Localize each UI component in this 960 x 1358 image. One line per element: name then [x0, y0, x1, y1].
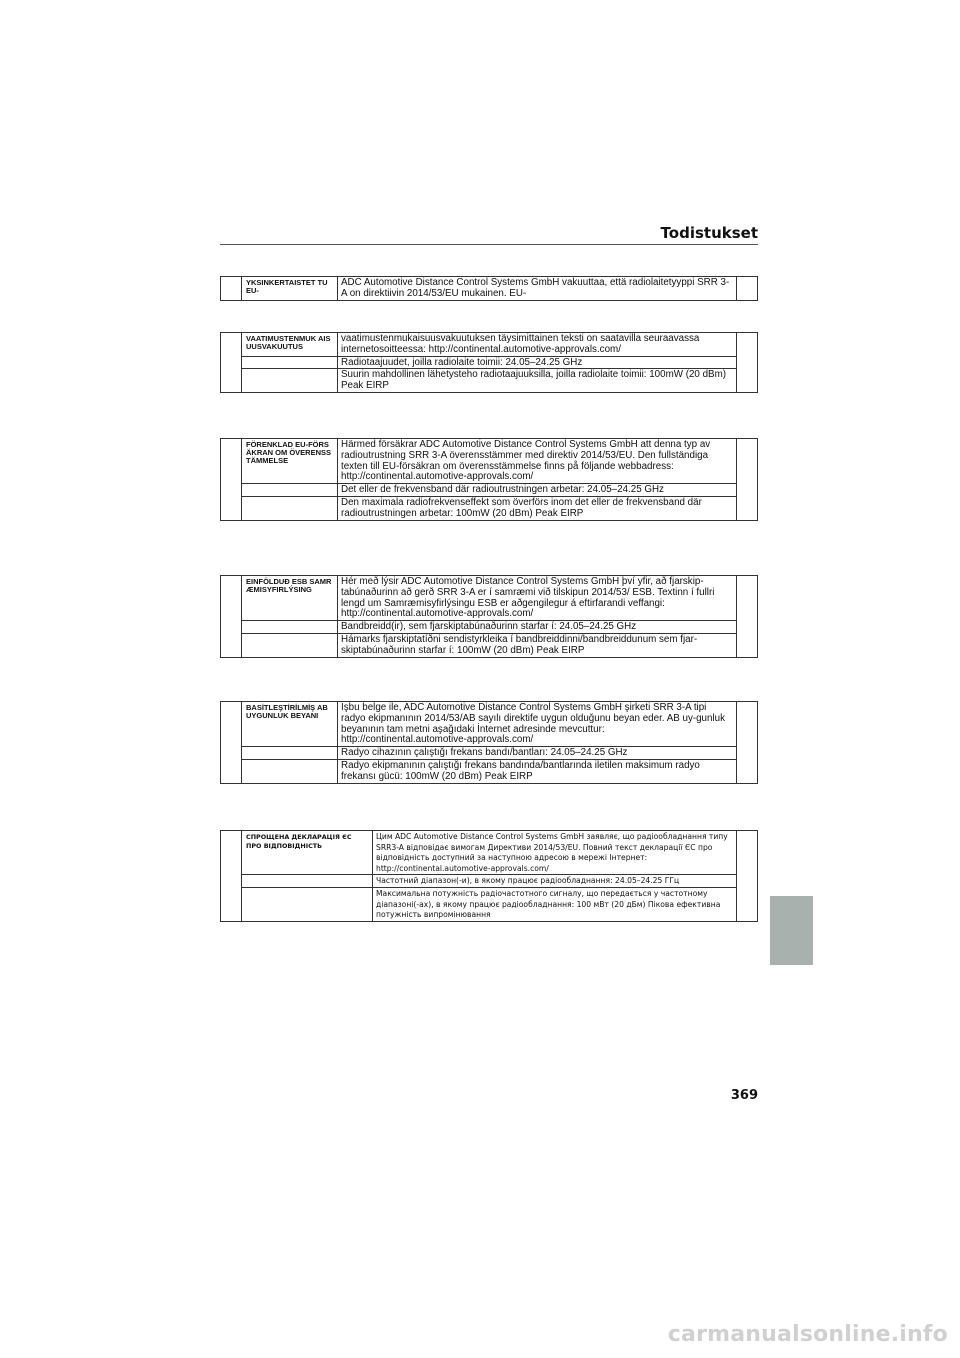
table-row	[221, 439, 758, 484]
declaration-text-cell	[338, 702, 737, 747]
table-row	[221, 702, 758, 747]
empty-cell	[737, 576, 758, 658]
empty-cell	[242, 633, 338, 657]
empty-cell	[221, 576, 242, 658]
declaration-table-fi-simplified	[220, 276, 758, 301]
table-row	[221, 496, 758, 520]
declaration-text-cell	[338, 576, 737, 621]
empty-cell	[737, 277, 758, 301]
declaration-text: Hér með lýsir ADC Automotive Distance Control Systems GmbH því yfir, að fjarskip-tabúnaðurinn að gerð SRR 3-A er í samræmi við tilskipun 2014/53/ ESB. Textinn í fullri lengd um Samræmisyfirlýsingu ESB er aðgengilegur á eftirfarandi veffangi: http://continental.automotive-approvals.com/	[341, 576, 715, 620]
frequency-cell	[338, 621, 737, 634]
power-cell	[373, 887, 737, 921]
table-row	[221, 621, 758, 634]
table-row	[221, 484, 758, 497]
table-row	[221, 875, 758, 888]
declaration-label: СПРОЩЕНА ДЕКЛАРАЦІЯ ЄС ПРО ВІДПОВІДНІСТЬ	[246, 833, 352, 850]
declaration-text-cell	[373, 831, 737, 875]
power-cell	[338, 369, 737, 393]
declaration-text: Цим ADC Automotive Distance Control Systems GmbH заявляє, що радіообладнання типу SRR3-A відповідає вимогам Директиви 2014/53/EU. Повний текст декларації ЄС про відповідність доступний за наступною адресою в мережі Інтернет: http://continental.automotive-approvals.com/	[376, 832, 728, 873]
declaration-label-cell	[242, 576, 338, 621]
declaration-text: ADC Automotive Distance Control Systems GmbH vakuuttaa, että radiolaitetyyppi SRR 3-A on direktiivin 2014/53/EU mukainen. EU-	[341, 277, 730, 299]
declaration-label: FÖRENKLAD EU-FÖRSÄKRAN OM ÖVERENSSTÄMMELSE	[246, 440, 332, 466]
declaration-text-cell	[338, 333, 737, 357]
empty-cell	[221, 439, 242, 521]
frequency-text: Частотний діапазон(-и), в якому працює радіообладнання: 24.05–24.25 ГГц	[376, 876, 680, 886]
frequency-text: Det eller de frekvensband där radioutrustningen arbetar: 24.05–24.25 GHz	[341, 484, 664, 496]
empty-cell	[242, 887, 373, 921]
empty-cell	[221, 333, 242, 393]
declaration-label: BASİTLEŞTİRİLMİŞ AB UYGUNLUK BEYANI	[246, 703, 328, 721]
empty-cell	[242, 875, 373, 888]
empty-cell	[242, 369, 338, 393]
empty-cell	[737, 702, 758, 784]
declaration-table-sv	[220, 438, 758, 521]
declaration-table-fi	[220, 332, 758, 393]
frequency-text: Radyo cihazının çalıştığı frekans bandı/bantları: 24.05–24.25 GHz	[341, 747, 628, 759]
power-text: Максимальна потужність радіочастотного сигналу, що передається у частотному діапазоні(-ах), в якому працює радіообладнання: 100 мВт (20 дБм) Пікова ефективна потужність випромінювання	[376, 888, 721, 920]
watermark: carmanualsonline.info	[667, 1322, 948, 1347]
empty-cell	[221, 702, 242, 784]
frequency-text: Bandbreidd(ir), sem fjarskiptabúnaðurinn starfar í: 24.05–24.25 GHz	[341, 621, 637, 633]
table-row	[221, 747, 758, 760]
table-row	[221, 369, 758, 393]
power-cell	[338, 633, 737, 657]
declaration-text: Işbu belge ile, ADC Automotive Distance Control Systems GmbH şirketi SRR 3-A tipi radyo ekipmanının 2014/53/AB sayılı direktife uygun olduğunu beyan eder. AB uy-gunluk beyanının tam metni aşağıdaki İnternet adresinde mevcuttur: http://continental.automotive-approvals.com/	[341, 702, 725, 746]
declaration-label: VAATIMUSTENMUK AISUUSVAKUUTUS	[246, 334, 331, 352]
empty-cell	[242, 484, 338, 497]
declaration-text-cell	[338, 277, 737, 301]
table-row	[221, 576, 758, 621]
power-text: Radyo ekipmanının çalıştığı frekans bandında/bantlarında iletilen maksimum radyo frekansı gücü: 100mW (20 dBm) Peak EIRP	[341, 759, 700, 782]
header-divider	[220, 244, 758, 245]
frequency-text: Radiotaajuudet, joilla radiolaite toimii: 24.05–24.25 GHz	[341, 356, 583, 368]
declaration-label-cell	[242, 702, 338, 747]
declaration-text: Härmed försäkrar ADC Automotive Distance Control Systems GmbH att denna typ av radioutrustning SRR 3-A överensstämmer med direktiv 2014/53/EU. Den fullständiga texten till EU-försäkran om överensstämmelse finns på följande webbadress: http://continental.automotive-approvals.com/	[341, 439, 711, 483]
empty-cell	[242, 496, 338, 520]
frequency-cell	[338, 484, 737, 497]
table-row	[221, 277, 758, 301]
table-row	[221, 887, 758, 921]
declaration-label-cell	[242, 277, 338, 301]
chapter-tab	[770, 896, 813, 965]
empty-cell	[242, 759, 338, 783]
frequency-cell	[338, 356, 737, 369]
declaration-label: YKSINKERTAISTET TU EU-	[246, 278, 328, 296]
power-text: Suurin mahdollinen lähetysteho radiotaajuuksilla, joilla radiolaite toimii: 100mW (20 dBm) Peak EIRP	[341, 369, 726, 392]
declaration-label-cell	[242, 439, 338, 484]
empty-cell	[242, 621, 338, 634]
power-cell	[338, 759, 737, 783]
empty-cell	[221, 831, 242, 922]
declaration-label: EINFÖLDUÐ ESB SAMRÆMISYFIRLÝSING	[246, 577, 332, 595]
table-row	[221, 831, 758, 875]
declaration-label-cell	[242, 333, 338, 357]
empty-cell	[737, 439, 758, 521]
power-cell	[338, 496, 737, 520]
frequency-cell	[373, 875, 737, 888]
declaration-label-cell	[242, 831, 373, 875]
power-text: Den maximala radiofrekvenseffekt som överförs inom det eller de frekvensband där radioutrustningen arbetar: 100mW (20 dBm) Peak EIRP	[341, 496, 702, 519]
frequency-cell	[338, 747, 737, 760]
empty-cell	[221, 277, 242, 301]
page-number: 369	[730, 1088, 758, 1103]
declaration-table-is	[220, 575, 758, 658]
table-row	[221, 356, 758, 369]
empty-cell	[242, 356, 338, 369]
declaration-text-cell	[338, 439, 737, 484]
empty-cell	[737, 831, 758, 922]
empty-cell	[737, 333, 758, 393]
section-title: Todistukset	[660, 224, 758, 242]
table-row	[221, 333, 758, 357]
empty-cell	[242, 747, 338, 760]
table-row	[221, 759, 758, 783]
table-row	[221, 633, 758, 657]
power-text: Hámarks fjarskiptatíðni sendistyrkleika í bandbreiddinni/bandbreiddunum sem fjar-skiptabúnaðurinn starfar í: 100mW (20 dBm) Peak EIRP	[341, 633, 698, 656]
declaration-table-uk	[220, 830, 758, 922]
declaration-table-tr	[220, 701, 758, 784]
declaration-text: vaatimustenmukaisuusvakuutuksen täysimittainen teksti on saatavilla seuraavassa internetosoitteessa: http://continental.automotive-approvals.com/	[341, 333, 700, 355]
